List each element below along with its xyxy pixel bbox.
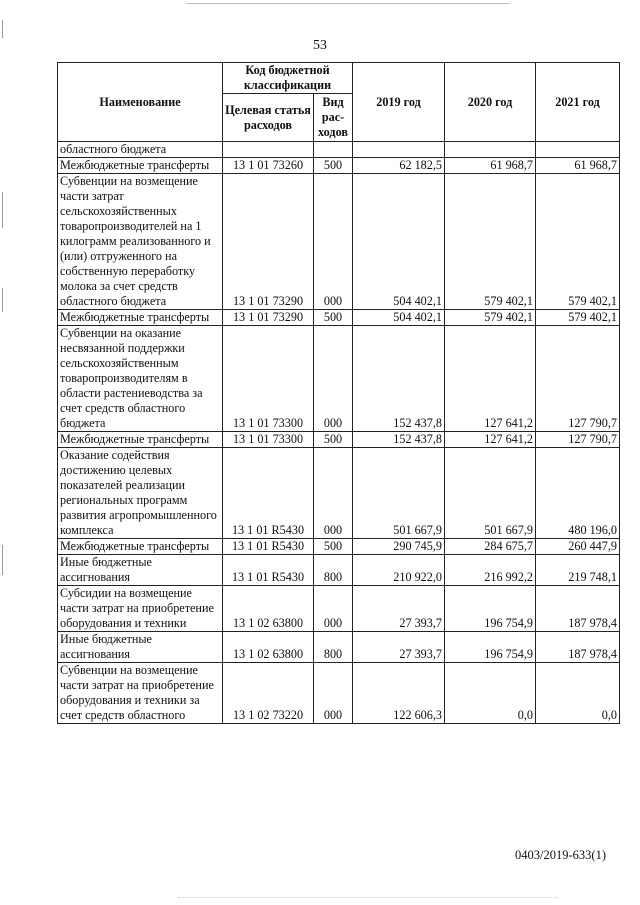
- cell-target-article: 13 1 01 73290: [223, 310, 314, 326]
- cell-2020: 579 402,1: [445, 310, 536, 326]
- cell-2020: 284 675,7: [445, 539, 536, 555]
- cell-expense-type: 000: [314, 326, 353, 432]
- cell-name: Субвенции на оказание несвязанной поддержки сельскохозяйственным товаропроизводителям в области растениеводства за счет средств областного бюджета: [58, 326, 223, 432]
- header-2020: 2020 год: [445, 63, 536, 142]
- cell-2021: 480 196,0: [536, 448, 620, 539]
- table-row: [58, 586, 620, 632]
- page-number: 53: [313, 38, 327, 53]
- cell-target-article: 13 1 01 73300: [223, 432, 314, 448]
- table-row: [58, 555, 620, 586]
- cell-2019: 501 667,9: [353, 448, 445, 539]
- cell-name: Субвенции на возмещение части затрат на приобретение оборудования и техники за счет средств областного: [58, 663, 223, 724]
- table-row: [58, 142, 620, 158]
- cell-name: Субвенции на возмещение части затрат сельскохозяйственных товаропроизводителей на 1 килограмм реализованного и (или) отгруженного на собственную переработку молока за счет средств областного бюджета: [58, 174, 223, 310]
- cell-target-article: 13 1 01 R5430: [223, 539, 314, 555]
- cell-2020: 0,0: [445, 663, 536, 724]
- cell-name: областного бюджета: [58, 142, 223, 158]
- cell-expense-type: 500: [314, 539, 353, 555]
- cell-2021: 187 978,4: [536, 586, 620, 632]
- cell-2021: 61 968,7: [536, 158, 620, 174]
- cell-name: Межбюджетные трансферты: [58, 539, 223, 555]
- cell-expense-type: 500: [314, 310, 353, 326]
- cell-target-article: 13 1 02 63800: [223, 632, 314, 663]
- cell-2021: 127 790,7: [536, 432, 620, 448]
- header-target-article: Целевая статья расходов: [223, 94, 314, 142]
- cell-2020: 501 667,9: [445, 448, 536, 539]
- cell-target-article: 13 1 01 73300: [223, 326, 314, 432]
- cell-2020: 61 968,7: [445, 158, 536, 174]
- cell-expense-type: 000: [314, 448, 353, 539]
- header-name: Наименование: [58, 63, 223, 142]
- cell-2019: [353, 142, 445, 158]
- left-margin-mark: [2, 192, 3, 228]
- cell-expense-type: 000: [314, 663, 353, 724]
- cell-target-article: 13 1 02 73220: [223, 663, 314, 724]
- cell-2020: [445, 142, 536, 158]
- top-edge-rule: [186, 3, 510, 4]
- header-code-group: Код бюджетной классификации: [223, 63, 353, 94]
- cell-2019: 62 182,5: [353, 158, 445, 174]
- table-row: [58, 632, 620, 663]
- left-margin-mark: [2, 288, 3, 312]
- table-row: [58, 448, 620, 539]
- cell-expense-type: 500: [314, 158, 353, 174]
- cell-2019: 27 393,7: [353, 632, 445, 663]
- cell-2020: 127 641,2: [445, 326, 536, 432]
- cell-2021: [536, 142, 620, 158]
- cell-name: Иные бюджетные ассигнования: [58, 555, 223, 586]
- cell-expense-type: [314, 142, 353, 158]
- cell-name: Оказание содействия достижению целевых показателей реализации региональных программ развития агропромышленного комплекса: [58, 448, 223, 539]
- cell-2019: 122 606,3: [353, 663, 445, 724]
- cell-expense-type: 800: [314, 632, 353, 663]
- cell-2020: 216 992,2: [445, 555, 536, 586]
- cell-2020: 196 754,9: [445, 632, 536, 663]
- header-2019: 2019 год: [353, 63, 445, 142]
- table-row: [58, 539, 620, 555]
- cell-2019: 210 922,0: [353, 555, 445, 586]
- cell-target-article: 13 1 01 73290: [223, 174, 314, 310]
- cell-name: Межбюджетные трансферты: [58, 432, 223, 448]
- cell-2019: 504 402,1: [353, 174, 445, 310]
- cell-2019: 152 437,8: [353, 432, 445, 448]
- cell-2021: 579 402,1: [536, 174, 620, 310]
- document-code: 0403/2019-633(1): [515, 848, 606, 862]
- cell-2020: 579 402,1: [445, 174, 536, 310]
- table-row: [58, 432, 620, 448]
- cell-2021: 127 790,7: [536, 326, 620, 432]
- table-row: [58, 158, 620, 174]
- cell-target-article: [223, 142, 314, 158]
- header-2021: 2021 год: [536, 63, 620, 142]
- cell-2020: 196 754,9: [445, 586, 536, 632]
- cell-name: Межбюджетные трансферты: [58, 158, 223, 174]
- cell-expense-type: 000: [314, 586, 353, 632]
- bottom-edge-smudge: [178, 897, 558, 899]
- cell-expense-type: 500: [314, 432, 353, 448]
- left-margin-mark: [2, 20, 3, 38]
- cell-2021: 579 402,1: [536, 310, 620, 326]
- cell-name: Межбюджетные трансферты: [58, 310, 223, 326]
- table-row: [58, 174, 620, 310]
- table-body: [58, 142, 620, 724]
- cell-2021: 219 748,1: [536, 555, 620, 586]
- cell-2021: 187 978,4: [536, 632, 620, 663]
- header-expense-type: Вид рас-ходов: [314, 94, 353, 142]
- cell-target-article: 13 1 02 63800: [223, 586, 314, 632]
- cell-expense-type: 800: [314, 555, 353, 586]
- cell-target-article: 13 1 01 R5430: [223, 448, 314, 539]
- cell-2020: 127 641,2: [445, 432, 536, 448]
- left-margin-mark: [2, 545, 3, 575]
- cell-2019: 504 402,1: [353, 310, 445, 326]
- cell-2019: 152 437,8: [353, 326, 445, 432]
- table-row: [58, 663, 620, 724]
- cell-name: Субсидии на возмещение части затрат на приобретение оборудования и техники: [58, 586, 223, 632]
- cell-2019: 290 745,9: [353, 539, 445, 555]
- cell-target-article: 13 1 01 73260: [223, 158, 314, 174]
- cell-target-article: 13 1 01 R5430: [223, 555, 314, 586]
- cell-name: Иные бюджетные ассигнования: [58, 632, 223, 663]
- cell-2019: 27 393,7: [353, 586, 445, 632]
- cell-2021: 0,0: [536, 663, 620, 724]
- cell-2021: 260 447,9: [536, 539, 620, 555]
- table-row: [58, 310, 620, 326]
- cell-expense-type: 000: [314, 174, 353, 310]
- budget-table: [57, 62, 620, 724]
- table-row: [58, 326, 620, 432]
